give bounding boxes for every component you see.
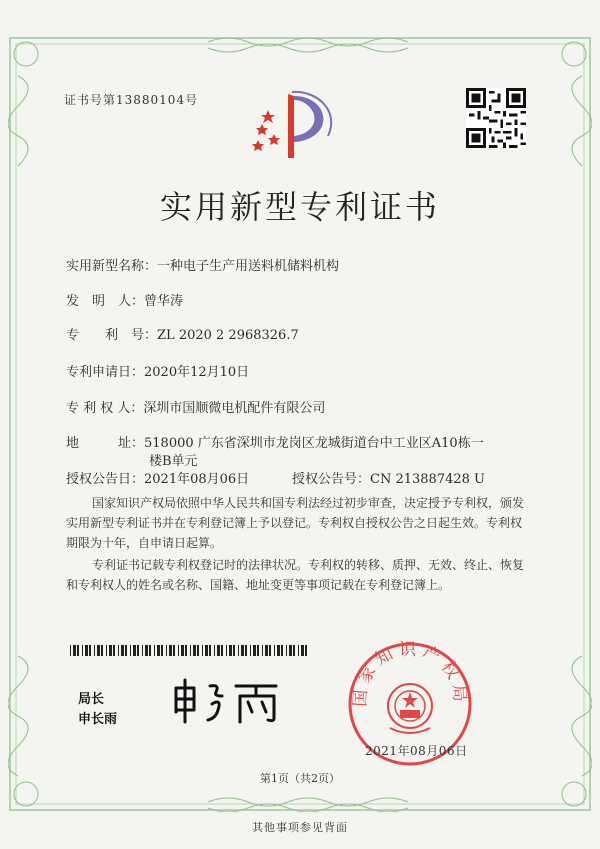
- field-value: 2021年08月06日: [144, 472, 250, 487]
- field-value: 曾华涛: [144, 294, 184, 309]
- field-value: 2020年12月10日: [144, 365, 250, 380]
- legal-status-statement: 专利证书记载专利权登记时的法律状况。专利权的转移、质押、无效、终止、恢复和专利权人的姓名或名称、国籍、地址变更等事项记载在专利登记簿上。: [66, 558, 525, 592]
- field-label: 授权公告日：: [66, 472, 145, 487]
- field-value: CN 213887428 U: [370, 472, 485, 487]
- field-label: 授权公告号：: [292, 472, 371, 487]
- field-address-line2: 楼B单元: [149, 454, 198, 469]
- field-value: 一种电子生产用送料机储料机构: [157, 259, 340, 274]
- field-value: ZL 2020 2 2968326.7: [157, 328, 299, 343]
- field-label: 专 利 号：: [66, 328, 158, 343]
- field-inventor: [66, 290, 183, 309]
- field-utility-model-name: [66, 255, 339, 274]
- field-grant-date: [66, 468, 249, 487]
- issue-date: 2021年08月06日: [365, 744, 468, 758]
- page-number: 第1页（共2页）: [260, 772, 340, 785]
- patent-office-logo: [244, 86, 344, 162]
- field-value: 518000 广东省深圳市龙岗区龙城街道台中工业区A10栋一: [144, 436, 484, 451]
- field-patent-number: [66, 324, 299, 343]
- grant-statement: 国家知识产权局依照中华人民共和国专利法经过初步审查，决定授予专利权，颁发实用新型专利证书并在专利登记簿上予以登记。专利权自授权公告之日起生效。专利权期限为十年，自申请日起算。: [66, 496, 525, 550]
- director-name: 申长雨: [78, 712, 118, 727]
- seal-text: 国家知识产权局: [350, 640, 470, 708]
- field-label: 专 利 权 人：: [66, 401, 144, 416]
- field-grant-number: [292, 468, 485, 487]
- field-patentee: [66, 397, 325, 416]
- handwritten-signature: [170, 678, 290, 724]
- back-note: 其他事项参见背面: [252, 821, 348, 834]
- certificate-title: 实用新型专利证书: [159, 188, 440, 226]
- field-label: 地 址：: [66, 436, 145, 451]
- qr-code: [466, 88, 526, 148]
- field-value: 深圳市国顺微电机配件有限公司: [143, 401, 326, 416]
- field-label: 实用新型名称：: [66, 259, 158, 274]
- director-title: 局长: [78, 692, 105, 707]
- field-label: 专利申请日：: [66, 365, 145, 380]
- field-application-date: [66, 361, 249, 380]
- certificate-number: 证书号第13880104号: [64, 93, 199, 107]
- field-label: 发 明 人：: [66, 294, 145, 309]
- field-address: [66, 432, 484, 451]
- barcode: [70, 641, 310, 652]
